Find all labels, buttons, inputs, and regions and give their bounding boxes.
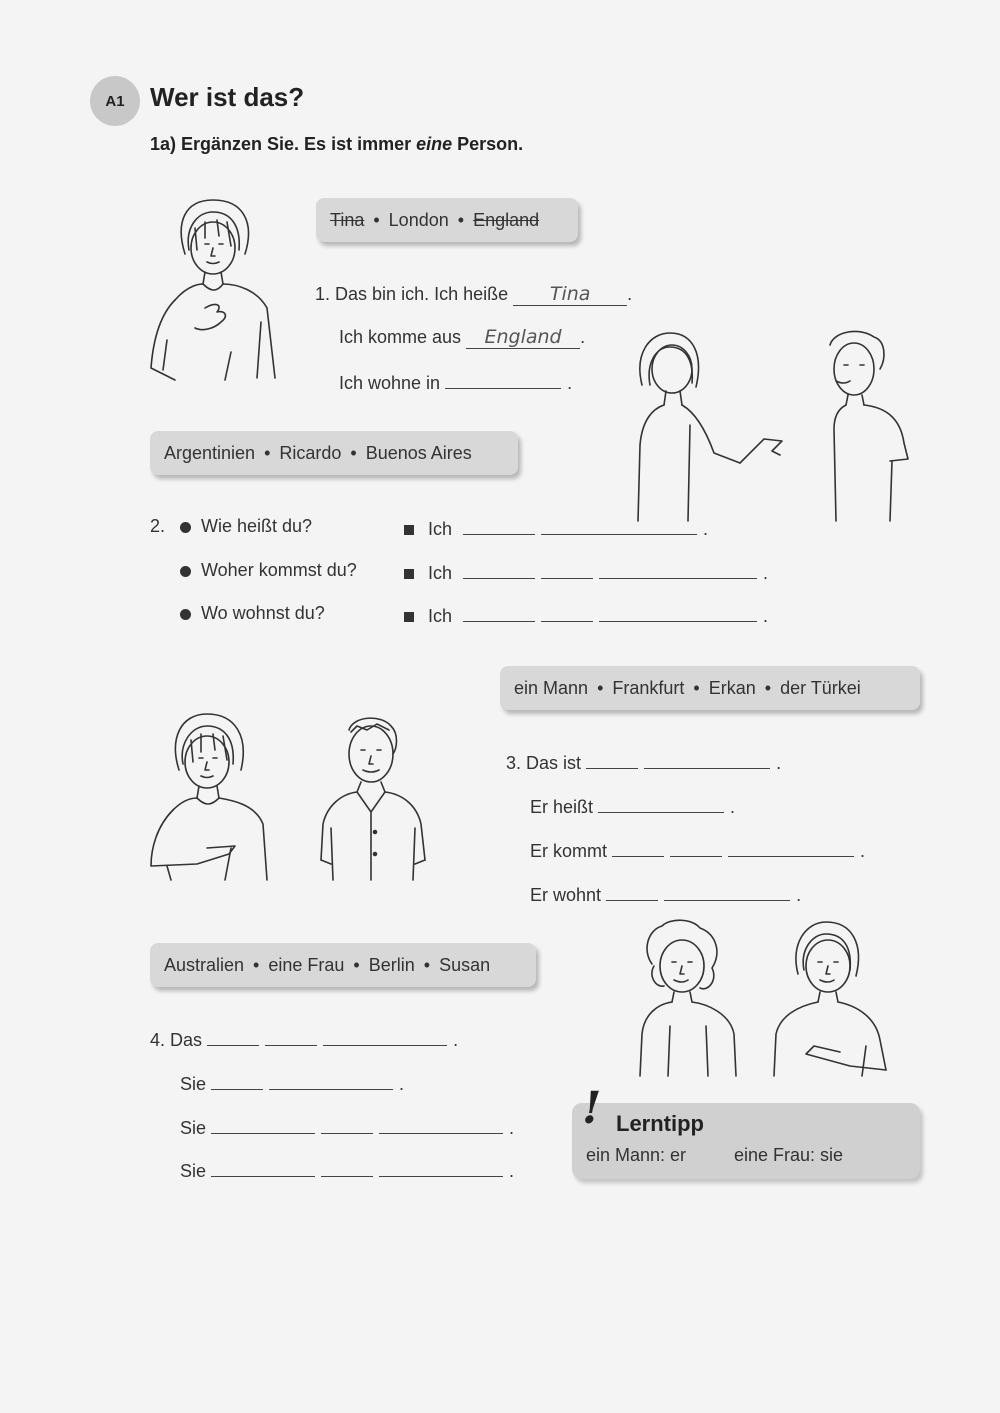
separator: • (253, 954, 260, 975)
period: . (453, 1030, 459, 1050)
ex1-line-1 (315, 283, 632, 306)
answer-blank[interactable] (463, 516, 535, 535)
word-box-3-item: Frankfurt (612, 677, 685, 698)
word-box-3 (500, 666, 920, 710)
square-icon (404, 612, 414, 622)
ex1-line-2 (339, 326, 585, 349)
ex3-text-1: Das ist (526, 753, 582, 773)
answer-blank[interactable] (644, 750, 770, 769)
period: . (776, 753, 782, 773)
ex1-answer-1[interactable]: Tina (513, 283, 627, 306)
ex3-line-1 (506, 750, 781, 774)
ex4-line-4 (180, 1158, 514, 1182)
answer-blank[interactable] (269, 1071, 393, 1090)
separator: • (693, 677, 700, 698)
ex2-question-2 (180, 560, 357, 581)
answer-blank[interactable] (445, 370, 561, 389)
ex2-answer-2 (404, 560, 768, 584)
answer-blank[interactable] (321, 1115, 373, 1134)
word-box-2-item: Ricardo (279, 442, 342, 463)
separator: • (264, 442, 271, 463)
word-box-2 (150, 431, 518, 475)
ex2-answer-start: Ich (428, 519, 453, 539)
square-icon (404, 525, 414, 535)
ex2-answer-start: Ich (428, 606, 453, 626)
word-box-1-item: England (473, 209, 540, 230)
word-box-3-item: ein Mann (514, 677, 589, 698)
word-box-4-item: Berlin (368, 954, 415, 975)
period: . (730, 797, 736, 817)
instruction-suffix: Person. (452, 134, 524, 154)
ex1-text-3: Ich wohne in (339, 373, 441, 393)
separator: • (457, 209, 465, 230)
answer-blank[interactable] (664, 882, 790, 901)
answer-blank[interactable] (323, 1027, 447, 1046)
answer-blank[interactable] (211, 1158, 315, 1177)
answer-blank[interactable] (728, 838, 854, 857)
period: . (509, 1161, 515, 1181)
ex4-text-3: Sie (180, 1118, 207, 1138)
ex3-line-4 (530, 882, 801, 906)
page-title: Wer ist das? (150, 82, 305, 112)
separator: • (350, 442, 357, 463)
answer-blank[interactable] (670, 838, 722, 857)
answer-blank[interactable] (379, 1158, 503, 1177)
word-box-4 (150, 943, 536, 987)
period: . (703, 519, 709, 539)
period: . (860, 841, 866, 861)
answer-blank[interactable] (599, 560, 757, 579)
two-women-illustration (630, 916, 892, 1078)
period: . (580, 327, 586, 347)
period: . (763, 606, 769, 626)
answer-blank[interactable] (541, 560, 593, 579)
ex2-question-text: Woher kommst du? (201, 560, 357, 580)
lerntipp-title: Lerntipp (616, 1111, 704, 1136)
ex3-number: 3. (506, 753, 522, 773)
ex2-question-text: Wie heißt du? (201, 516, 313, 536)
word-box-4-item: eine Frau (268, 954, 345, 975)
answer-blank[interactable] (265, 1027, 317, 1046)
word-box-1-item: Tina (330, 209, 365, 230)
two-people-talking-illustration (630, 325, 920, 525)
ex3-text-4: Er wohnt (530, 885, 602, 905)
ex3-text-3: Er kommt (530, 841, 608, 861)
ex4-line-1 (150, 1027, 458, 1051)
period: . (627, 284, 633, 304)
exclamation-icon: ! (582, 1083, 602, 1134)
answer-blank[interactable] (463, 603, 535, 622)
bullet-icon (180, 566, 191, 577)
instruction-prefix: 1a) Ergänzen Sie. Es ist immer (150, 134, 417, 154)
ex3-line-3 (530, 838, 865, 862)
answer-blank[interactable] (586, 750, 638, 769)
lerntipp-right: eine Frau: sie (734, 1145, 844, 1165)
period: . (763, 563, 769, 583)
word-box-3-item: der Türkei (780, 677, 861, 698)
answer-blank[interactable] (612, 838, 664, 857)
ex1-text-2: Ich komme aus (339, 327, 462, 347)
answer-blank[interactable] (541, 603, 593, 622)
ex4-number: 4. (150, 1030, 166, 1050)
word-box-4-item: Australien (164, 954, 245, 975)
period: . (796, 885, 802, 905)
ex4-text-4: Sie (180, 1161, 207, 1181)
ex1-answer-2[interactable]: England (466, 326, 580, 349)
bullet-icon (180, 609, 191, 620)
answer-blank[interactable] (598, 794, 724, 813)
ex3-line-2 (530, 794, 735, 818)
ex2-question-3 (180, 603, 325, 624)
separator: • (423, 954, 431, 975)
section-badge: A1 (90, 76, 140, 126)
woman-and-man-illustration (145, 708, 440, 888)
instruction-emphasis: eine (416, 134, 453, 154)
ex4-line-3 (180, 1115, 514, 1139)
ex4-text-2: Sie (180, 1074, 207, 1094)
ex1-line-3 (339, 370, 572, 394)
period: . (567, 373, 573, 393)
answer-blank[interactable] (211, 1115, 315, 1134)
separator: • (597, 677, 604, 698)
answer-blank[interactable] (463, 560, 535, 579)
square-icon (404, 569, 414, 579)
instruction (150, 134, 523, 155)
ex4-text-1: Das (170, 1030, 203, 1050)
word-box-1 (316, 198, 578, 242)
answer-blank[interactable] (321, 1158, 373, 1177)
answer-blank[interactable] (207, 1027, 259, 1046)
period: . (509, 1118, 515, 1138)
ex2-number: 2. (150, 516, 166, 536)
separator: • (764, 677, 772, 698)
separator: • (373, 209, 380, 230)
answer-blank[interactable] (211, 1071, 263, 1090)
ex2-answer-3 (404, 603, 768, 627)
answer-blank[interactable] (379, 1115, 503, 1134)
separator: • (353, 954, 360, 975)
answer-blank[interactable] (599, 603, 757, 622)
ex1-number: 1. (315, 284, 331, 304)
ex3-text-2: Er heißt (530, 797, 594, 817)
lerntipp-left: ein Mann: er (586, 1145, 687, 1165)
ex2-question-text: Wo wohnst du? (201, 603, 325, 623)
word-box-3-item: Erkan (708, 677, 756, 698)
word-box-2-item: Argentinien (164, 442, 256, 463)
answer-blank[interactable] (606, 882, 658, 901)
period: . (399, 1074, 405, 1094)
word-box-1-item: London (388, 209, 449, 230)
ex1-text-1: Das bin ich. Ich heiße (335, 284, 509, 304)
word-box-4-item: Susan (439, 954, 491, 975)
word-box-2-item: Buenos Aires (365, 442, 472, 463)
bullet-icon (180, 522, 191, 533)
ex2-question-1 (180, 516, 312, 537)
woman-pointing-illustration (145, 192, 285, 384)
ex2-answer-start: Ich (428, 563, 453, 583)
ex4-line-2 (180, 1071, 404, 1095)
